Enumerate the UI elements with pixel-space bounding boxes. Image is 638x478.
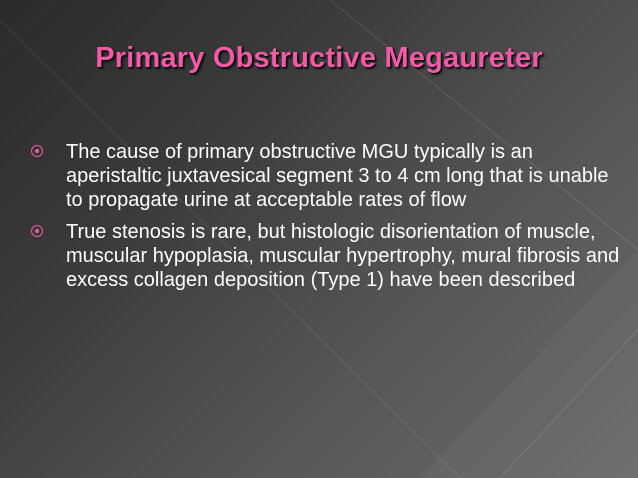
circled-dot-bullet-icon: [31, 145, 43, 157]
slide-title: Primary Obstructive Megaureter: [95, 42, 543, 74]
bullet-text: True stenosis is rare, but histologic disorientation of muscle, muscular hypoplasia, muscular hypertrophy, mural fibrosis and excess collagen deposition (Type 1) have been described: [66, 221, 620, 291]
bullet-text: The cause of primary obstructive MGU typically is an aperistaltic juxtavesical segment 3 to 4 cm long that is unable to propagate urine at acceptable rates of flow: [66, 141, 609, 211]
bullet-list: [30, 140, 620, 300]
bullet-item: [30, 140, 620, 212]
bullet-item: [30, 220, 620, 292]
circled-dot-bullet-icon: [31, 225, 43, 237]
